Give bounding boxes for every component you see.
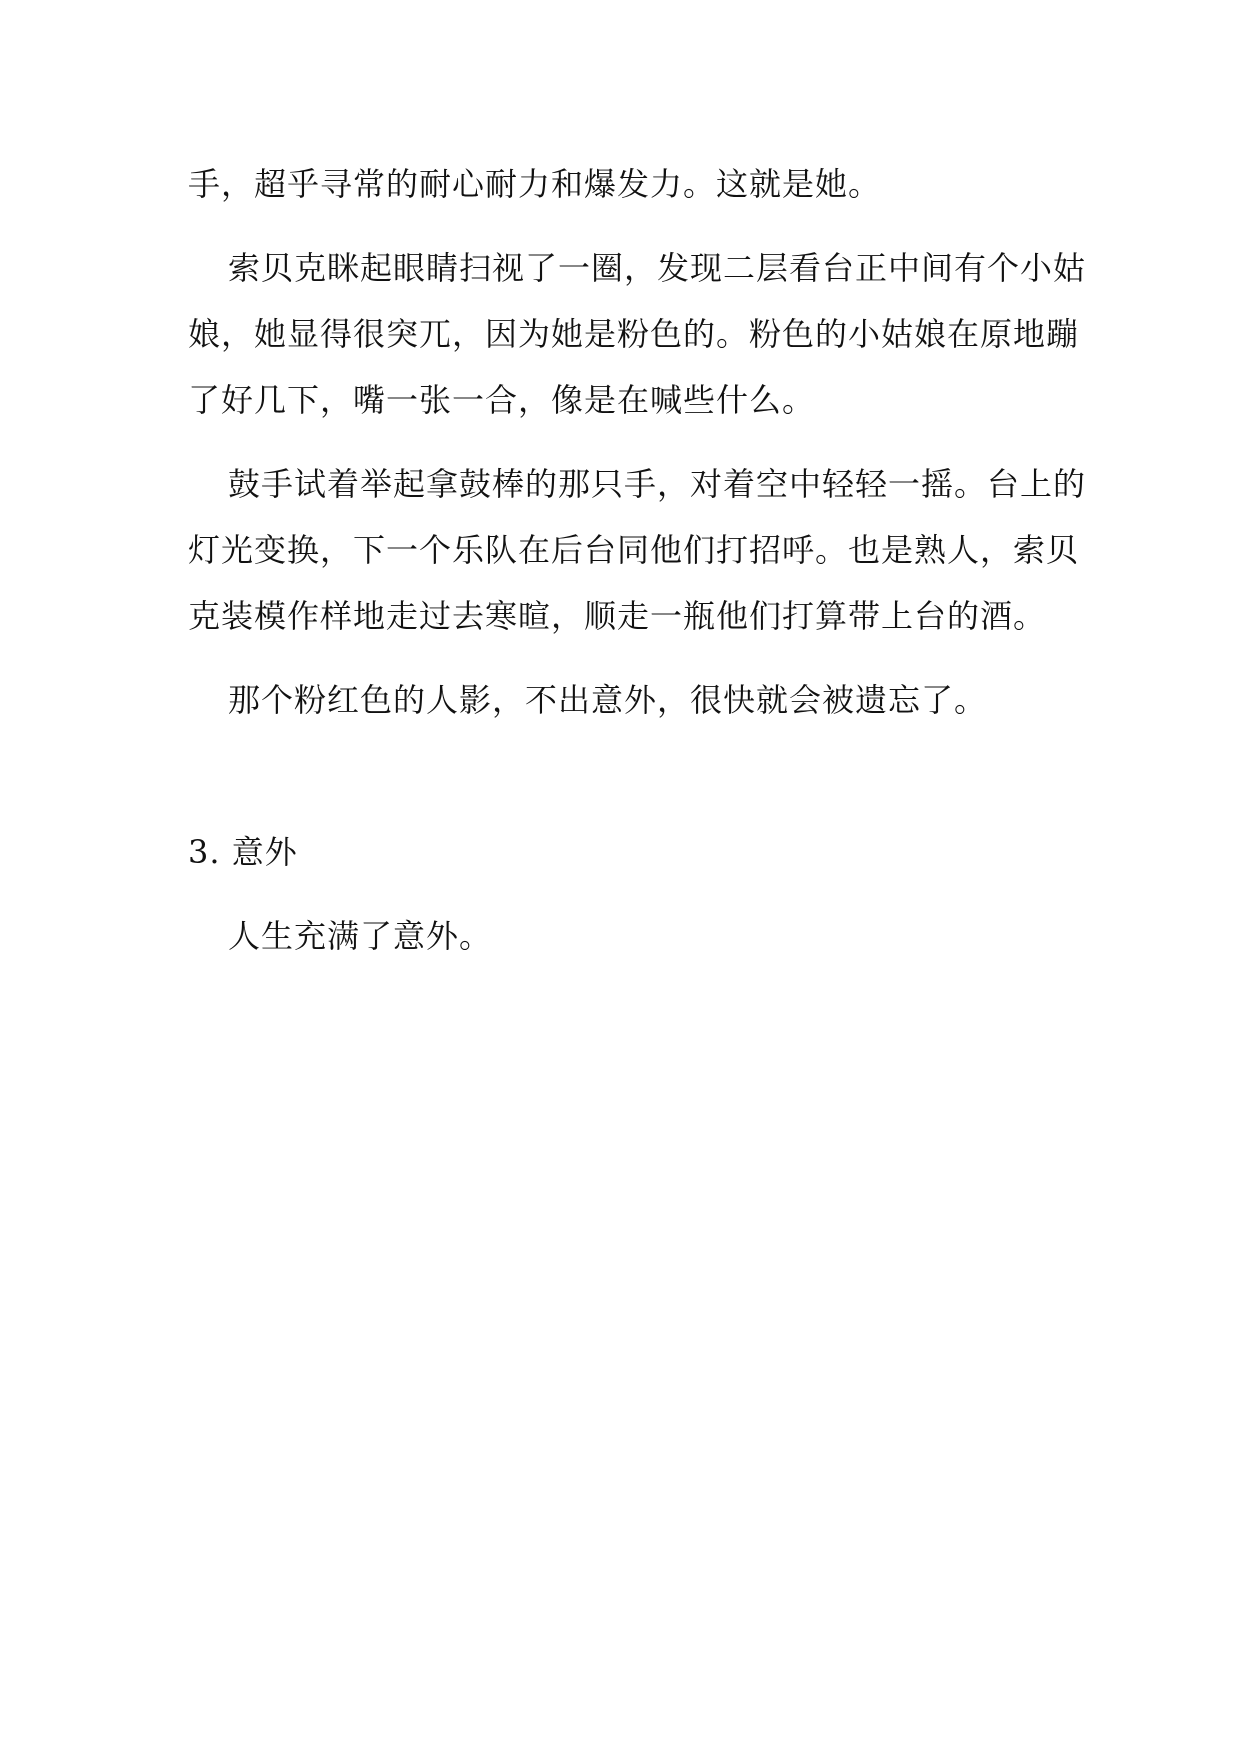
paragraph-line: 手，超乎寻常的耐心耐力和爆发力。这就是她。 <box>188 165 882 203</box>
paragraph-line: 鼓手试着举起拿鼓棒的那只手，对着空中轻轻一摇。台上的 <box>228 465 1087 503</box>
paragraph-line: 那个粉红色的人影，不出意外，很快就会被遗忘了。 <box>228 681 988 719</box>
paragraph-line: 克装模作样地走过去寒暄，顺走一瓶他们打算带上台的酒。 <box>188 597 1047 635</box>
paragraph-line: 了好几下，嘴一张一合，像是在喊些什么。 <box>188 381 816 419</box>
paragraph-line: 娘，她显得很突兀，因为她是粉色的。粉色的小姑娘在原地蹦 <box>188 315 1080 353</box>
section-heading: 3. 意外 <box>188 833 298 871</box>
paragraph-line: 灯光变换，下一个乐队在后台同他们打招呼。也是熟人，索贝 <box>188 531 1080 569</box>
paragraph-line: 人生充满了意外。 <box>228 917 493 955</box>
paragraph-line: 索贝克眯起眼睛扫视了一圈，发现二层看台正中间有个小姑 <box>228 249 1087 287</box>
